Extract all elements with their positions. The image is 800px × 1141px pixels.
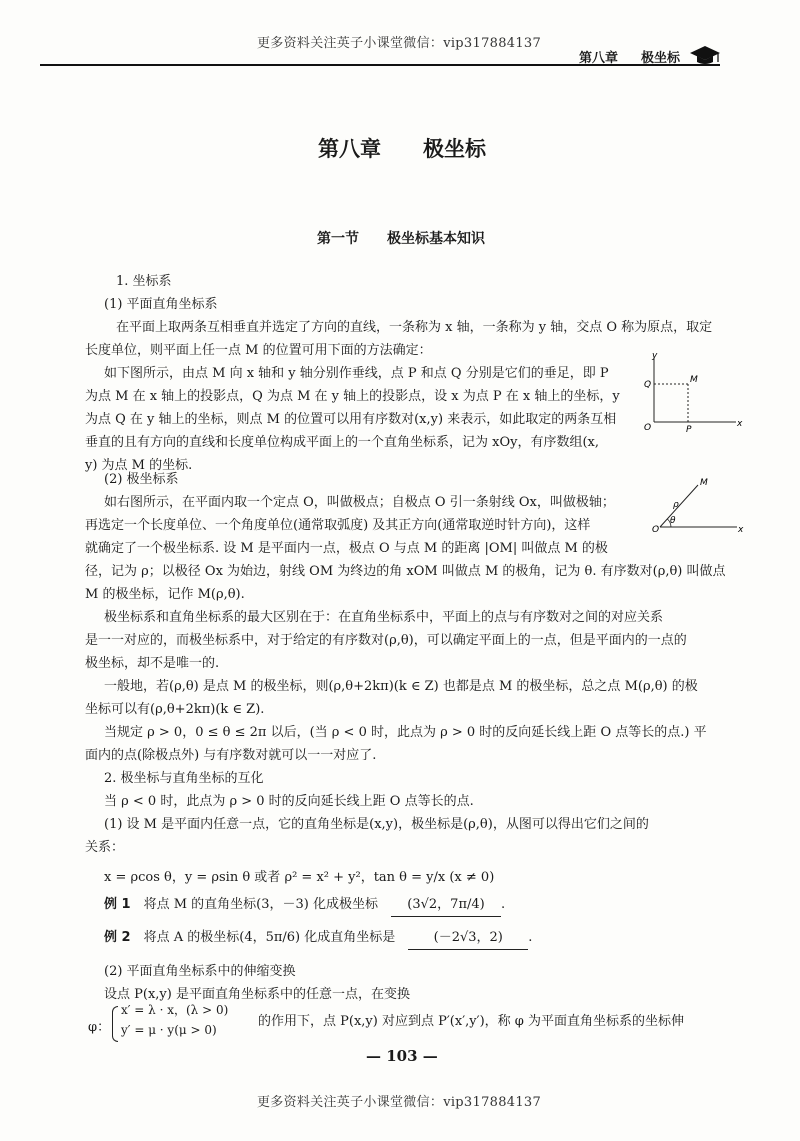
text-line: M 的极坐标，记作 M(ρ,θ). [85, 587, 245, 602]
text-line: 在平面上取两条互相垂直并选定了方向的直线，一条称为 x 轴，一条称为 y 轴，交点 O 称为原点，取定 [116, 320, 713, 335]
example-answer: (－2√3，2) [408, 926, 528, 950]
page-number: — 103 — [366, 1047, 438, 1065]
text-line: 再选定一个长度单位、一个角度单位(通常取弧度) 及其正方向(通常取逆时针方向)，这样 [85, 518, 591, 533]
example-1 [104, 893, 505, 917]
graduation-cap-icon [688, 42, 722, 66]
text-line: 2. 极坐标与直角坐标的互化 [104, 771, 264, 786]
text-line: 当 ρ < 0 时，此点为 ρ > 0 时的反向延长线上距 O 点等长的点. [104, 794, 474, 809]
example-text: 将点 M 的直角坐标(3，－3) 化成极坐标 [143, 897, 378, 912]
chapter-title: 第八章 极坐标 [318, 137, 486, 161]
transform-line: y′ = μ · y(μ > 0) [121, 1023, 217, 1037]
watermark-bottom: 更多资料关注英子小课堂微信：vip317884137 [257, 1095, 542, 1110]
text-line: 面内的点(除极点外) 与有序数对就可以一一对应了. [85, 748, 377, 763]
figure-label: Q [644, 380, 652, 390]
phi-label: φ： [88, 1020, 111, 1035]
figure-label: M [700, 478, 708, 488]
text-line: 径，记为 ρ；以极径 Ox 为始边，射线 OM 为终边的角 xOM 叫做点 M 的极角，记为 θ. 有序数对(ρ,θ) 叫做点 [85, 564, 726, 579]
example-answer: (3√2，7π/4) [391, 893, 501, 917]
figure-label: O [644, 423, 652, 433]
text-line: 关系： [85, 840, 125, 855]
figure-label: ρ [673, 500, 679, 510]
example-2 [104, 926, 532, 950]
text-line: (2) 极坐标系 [104, 472, 179, 487]
transform-line: x′ = λ · x，(λ > 0) [121, 1003, 229, 1017]
text-line: (1) 平面直角坐标系 [104, 297, 218, 312]
text-line: 如下图所示，由点 M 向 x 轴和 y 轴分别作垂线，点 P 和点 Q 分别是它们的垂足，即 P [104, 366, 609, 381]
text-line: 垂直的且有方向的直线和长度单位构成平面上的一个直角坐标系，记为 xOy，有序数组(x, [85, 435, 600, 450]
text-line: 坐标可以有(ρ,θ+2kπ)(k ∈ Z). [85, 702, 265, 717]
text-line: 就确定了一个极坐标系. 设 M 是平面内一点，极点 O 与点 M 的距离 |OM| 叫做点 M 的极 [85, 541, 608, 556]
figure-label: O [652, 525, 660, 535]
text-line: 的作用下，点 P(x,y) 对应到点 P′(x′,y′)，称 φ 为平面直角坐标系的坐标伸 [258, 1014, 685, 1029]
figure-label: θ [670, 516, 676, 526]
system-brace [112, 1006, 118, 1042]
watermark-top: 更多资料关注英子小课堂微信：vip317884137 [257, 36, 542, 51]
figure-label: P [686, 425, 692, 435]
text-line: 1. 坐标系 [116, 274, 172, 289]
header-chapter: 第八章 [579, 51, 619, 66]
polar-coordinate-figure [652, 475, 742, 535]
text-line: 为点 Q 在 y 轴上的坐标，则点 M 的位置可以用有序数对(x,y) 来表示，如此取定的两条互相 [85, 412, 617, 427]
text-line: 是一一对应的，而极坐标系中，对于给定的有序数对(ρ,θ)，可以确定平面上的一点，但是平面内的一点的 [85, 633, 687, 648]
text-line: 一般地，若(ρ,θ) 是点 M 的极坐标，则(ρ,θ+2kπ)(k ∈ Z) 也都是点 M 的极坐标，总之点 M(ρ,θ) 的极 [104, 679, 698, 694]
text-line: 极坐标，却不是唯一的. [85, 656, 220, 671]
section-title: 第一节 极坐标基本知识 [317, 231, 485, 247]
text-line: (2) 平面直角坐标系中的伸缩变换 [104, 964, 296, 979]
figure-label: M [690, 375, 698, 385]
header-topic: 极坐标 [641, 51, 681, 66]
text-line: 为点 M 在 x 轴上的投影点，Q 为点 M 在 y 轴上的投影点，设 x 为点 P 在 x 轴上的坐标，y [85, 389, 620, 404]
text-line: 长度单位，则平面上任一点 M 的位置可用下面的方法确定： [85, 343, 432, 358]
text-line: (1) 设 M 是平面内任意一点，它的直角坐标是(x,y)，极坐标是(ρ,θ)，从图可以得出它们之间的 [104, 817, 649, 832]
figure-label: x [738, 525, 744, 535]
text-line: 设点 P(x,y) 是平面直角坐标系中的任意一点，在变换 [104, 987, 410, 1002]
example-label: 例 2 [104, 930, 131, 945]
text-line: 当规定 ρ > 0，0 ≤ θ ≤ 2π 以后，(当 ρ < 0 时，此点为 ρ > 0 时的反向延长线上距 O 点等长的点.) 平 [104, 725, 707, 740]
header-rule [40, 64, 720, 66]
figure-label: x [737, 419, 743, 429]
example-label: 例 1 [104, 897, 131, 912]
text-line: y) 为点 M 的坐标. [85, 458, 193, 473]
example-end: . [528, 930, 533, 945]
example-text: 将点 A 的极坐标(4，5π/6) 化成直角坐标是 [143, 930, 396, 945]
text-line: 如右图所示，在平面内取一个定点 O，叫做极点；自极点 O 引一条射线 Ox，叫做极轴； [104, 495, 615, 510]
example-end: . [501, 897, 506, 912]
text-line: 极坐标系和直角坐标系的最大区别在于：在直角坐标系中，平面上的点与有序数对之间的对应关系 [104, 610, 664, 625]
formula-line: x = ρcos θ，y = ρsin θ 或者 ρ² = x² + y²，tan θ = y/x (x ≠ 0) [104, 870, 495, 885]
rectangular-coordinate-figure [642, 350, 742, 435]
figure-label: y [652, 351, 658, 361]
